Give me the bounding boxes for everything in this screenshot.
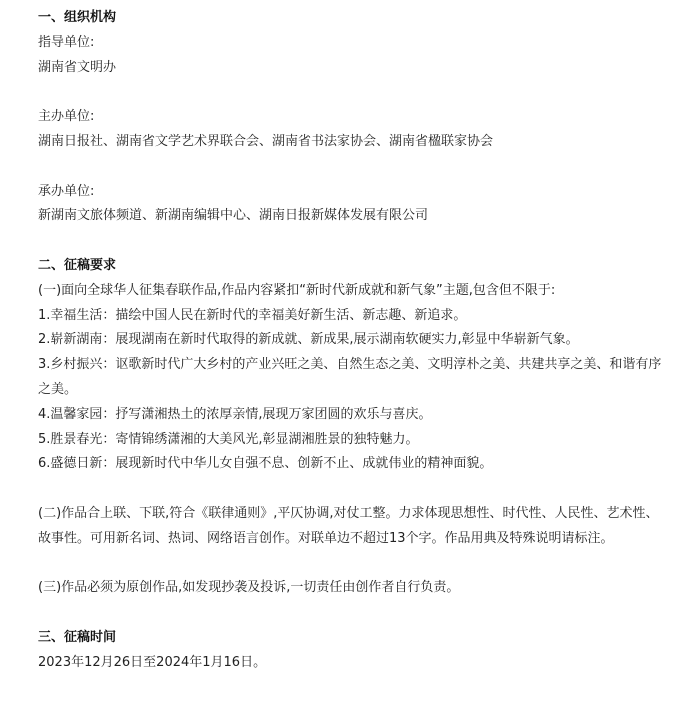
guide-unit-value: 湖南省文明办	[38, 59, 117, 75]
submission-period: 2023年12月26日至2024年1月16日。	[38, 654, 267, 670]
section-heading-organization: 一、组织机构	[38, 10, 117, 25]
theme-item: 2.崭新湖南：展现湖南在新时代取得的新成就、新成果,展示湖南软硬实力,彰显中华崭新气象。	[38, 332, 579, 348]
originality-paragraph: (三)作品必须为原创作品,如发现抄袭及投诉,一切责任由创作者自行负责。	[38, 580, 460, 596]
article-body	[38, 0, 670, 676]
spacer	[38, 552, 670, 577]
spacer	[38, 155, 670, 180]
spacer	[38, 601, 670, 626]
organizer-unit-value: 新湖南文旅体频道、新湖南编辑中心、湖南日报新媒体发展有限公司	[38, 208, 429, 224]
section-heading-schedule: 三、征稿时间	[38, 629, 117, 645]
organizer-unit-label: 承办单位:	[38, 183, 95, 199]
section-heading-requirements: 二、征稿要求	[38, 257, 117, 273]
host-unit-value: 湖南日报社、湖南省文学艺术界联合会、湖南省书法家协会、湖南省楹联家协会	[38, 133, 494, 149]
theme-item: 1.幸福生活：描绘中国人民在新时代的幸福美好新生活、新志趣、新追求。	[38, 307, 467, 323]
host-unit-label: 主办单位:	[38, 109, 95, 125]
requirements-intro: (一)面向全球华人征集春联作品,作品内容紧扣“新时代新成就和新气象”主题,包含但不限于:	[38, 282, 556, 298]
spacer	[38, 229, 670, 254]
theme-item: 3.乡村振兴：讴歌新时代广大乡村的产业兴旺之美、自然生态之美、文明淳朴之美、共建共享之美、和谐有序之美。	[38, 357, 662, 397]
spacer	[38, 477, 670, 502]
guide-unit-label: 指导单位:	[38, 34, 95, 50]
theme-item: 4.温馨家园：抒写潇湘热土的浓厚亲情,展现万家团圆的欢乐与喜庆。	[38, 406, 432, 422]
spacer	[38, 80, 670, 105]
theme-item: 6.盛德日新：展现新时代中华儿女自强不息、创新不止、成就伟业的精神面貌。	[38, 456, 493, 472]
theme-item: 5.胜景春光：寄情锦绣潇湘的大美风光,彰显湖湘胜景的独特魅力。	[38, 431, 419, 447]
format-requirements-paragraph: (二)作品合上联、下联,符合《联律通则》,平仄协调,对仗工整。力求体现思想性、时代性、人民性、艺术性、故事性。可用新名词、热词、网络语言创作。对联单边不超过13个字。作品用典及特殊说明请标注。	[38, 505, 659, 546]
